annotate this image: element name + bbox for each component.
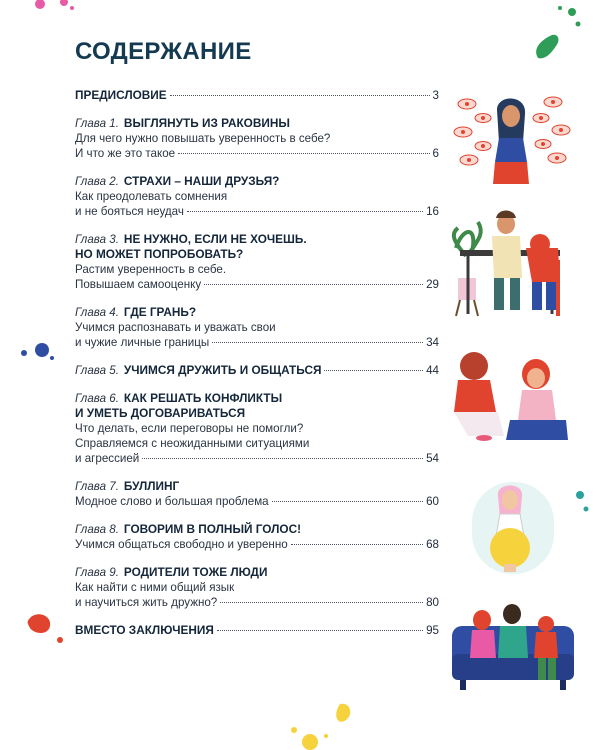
- entry-title: ГОВОРИМ В ПОЛНЫЙ ГОЛОС!: [123, 522, 302, 536]
- chapter-label: Глава 8.: [75, 523, 119, 536]
- entry-title: БУЛЛИНГ: [123, 479, 180, 493]
- dot-leader: [187, 211, 423, 212]
- entry-title: ВМЕСТО ЗАКЛЮЧЕНИЯ: [75, 623, 214, 637]
- table-of-contents: [75, 88, 439, 651]
- paint-splash-blue: [12, 340, 57, 365]
- dot-leader: [170, 95, 430, 96]
- entry-subtitle: и чужие личные границы: [75, 336, 210, 349]
- entry-subtitle: Что делать, если переговоры не помогли?: [75, 422, 304, 435]
- toc-entry-chapter-8[interactable]: [75, 522, 439, 552]
- illustration-girl-with-lightbulb: [468, 478, 558, 578]
- dot-leader: [217, 630, 423, 631]
- toc-entry-chapter-9[interactable]: [75, 565, 439, 610]
- illustration-girl-with-eyes: [453, 88, 573, 188]
- dot-leader: [272, 501, 423, 502]
- page-number: 80: [426, 596, 439, 609]
- chapter-label: Глава 6.: [75, 392, 119, 405]
- page-number: 3: [432, 89, 439, 102]
- page-number: 68: [426, 538, 439, 551]
- chapter-label: Глава 1.: [75, 117, 119, 130]
- entry-title-continued: И УМЕТЬ ДОГОВАРИВАТЬСЯ: [75, 406, 246, 420]
- entry-subtitle: Как найти с ними общий язык: [75, 581, 235, 594]
- toc-entry-chapter-6[interactable]: [75, 391, 439, 466]
- paint-splash-pink: [28, 0, 88, 20]
- entry-title: СТРАХИ – НАШИ ДРУЗЬЯ?: [123, 174, 280, 188]
- page-number: 16: [426, 205, 439, 218]
- entry-subtitle: и не бояться неудач: [75, 205, 184, 218]
- entry-subtitle: Учимся распознавать и уважать свои: [75, 321, 276, 334]
- entry-title: ГДЕ ГРАНЬ?: [123, 305, 197, 319]
- toc-entry-afterword[interactable]: [75, 623, 439, 638]
- page-number: 95: [426, 624, 439, 637]
- toc-entry-preface[interactable]: [75, 88, 439, 103]
- page-number: 6: [432, 147, 439, 160]
- entry-title: НЕ НУЖНО, ЕСЛИ НЕ ХОЧЕШЬ.: [123, 232, 307, 246]
- page-number: 44: [426, 364, 439, 377]
- entry-subtitle: Справляемся с неожиданными ситуациями: [75, 437, 310, 450]
- chapter-label: Глава 5.: [75, 364, 119, 377]
- entry-subtitle: Для чего нужно повышать уверенность в себе?: [75, 132, 331, 145]
- entry-title: КАК РЕШАТЬ КОНФЛИКТЫ: [123, 391, 283, 405]
- toc-entry-chapter-3[interactable]: [75, 232, 439, 292]
- dot-leader: [212, 342, 423, 343]
- entry-title-continued: НО МОЖЕТ ПОПРОБОВАТЬ?: [75, 247, 244, 261]
- illustration-family-on-sofa: [448, 596, 578, 692]
- entry-title: ВЫГЛЯНУТЬ ИЗ РАКОВИНЫ: [123, 116, 290, 130]
- entry-subtitle: Растим уверенность в себе.: [75, 263, 227, 276]
- chapter-label: Глава 4.: [75, 306, 119, 319]
- page-number: 60: [426, 495, 439, 508]
- toc-entry-chapter-2[interactable]: [75, 174, 439, 219]
- dot-leader: [220, 602, 423, 603]
- paint-splash-red: [18, 600, 68, 650]
- paint-splash-green: [520, 0, 600, 70]
- entry-subtitle: И что же это такое: [75, 147, 176, 160]
- entry-subtitle: Учимся общаться свободно и уверенно: [75, 538, 288, 551]
- toc-entry-chapter-1[interactable]: [75, 116, 439, 161]
- page-title: СОДЕРЖАНИЕ: [75, 38, 252, 65]
- toc-entry-chapter-4[interactable]: [75, 305, 439, 350]
- toc-entry-chapter-5[interactable]: [75, 363, 439, 378]
- chapter-label: Глава 7.: [75, 480, 119, 493]
- chapter-label: Глава 9.: [75, 566, 119, 579]
- illustration-comforting-at-table: [448, 208, 578, 318]
- paint-splash-teal: [570, 485, 600, 525]
- page-number: 29: [426, 278, 439, 291]
- dot-leader: [291, 544, 423, 545]
- entry-subtitle: и научиться жить дружно?: [75, 596, 218, 609]
- dot-leader: [142, 458, 423, 459]
- entry-subtitle: Как преодолевать сомнения: [75, 190, 228, 203]
- paint-splash-yellow: [280, 700, 360, 750]
- entry-title: ПРЕДИСЛОВИЕ: [75, 88, 167, 102]
- page-number: 34: [426, 336, 439, 349]
- toc-entry-chapter-7[interactable]: [75, 479, 439, 509]
- dot-leader: [324, 370, 423, 371]
- chapter-label: Глава 3.: [75, 233, 119, 246]
- page-number: 54: [426, 452, 439, 465]
- entry-subtitle: Модное слово и большая проблема: [75, 495, 269, 508]
- chapter-label: Глава 2.: [75, 175, 119, 188]
- entry-subtitle: Повышаем самооценку: [75, 278, 202, 291]
- dot-leader: [178, 153, 429, 154]
- illustration-two-girls-sitting: [448, 348, 578, 448]
- entry-title: РОДИТЕЛИ ТОЖЕ ЛЮДИ: [123, 565, 268, 579]
- entry-title: УЧИМСЯ ДРУЖИТЬ И ОБЩАТЬСЯ: [123, 363, 322, 377]
- dot-leader: [204, 284, 423, 285]
- entry-subtitle: и агрессией: [75, 452, 140, 465]
